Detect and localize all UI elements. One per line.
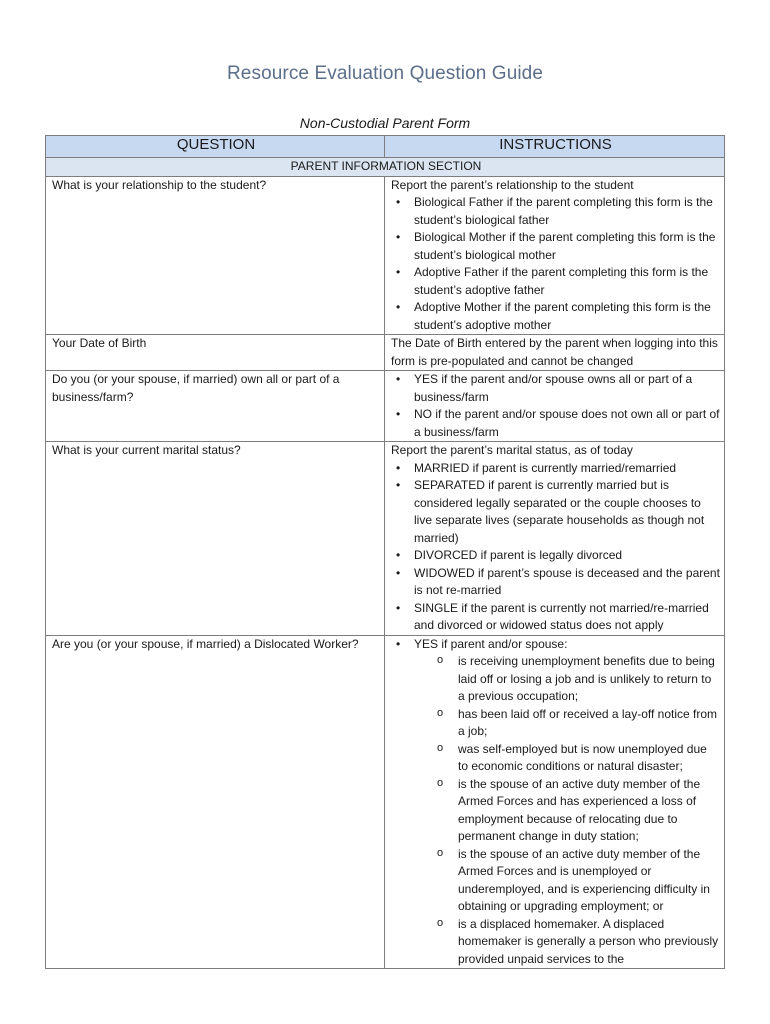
question-column-header: QUESTION <box>46 136 385 158</box>
list-item: • Biological Mother if the parent completing this form is the student’s biological mother <box>391 229 720 264</box>
question-cell: Are you (or your spouse, if married) a Dislocated Worker? <box>46 635 385 969</box>
instruction-cell <box>385 371 725 442</box>
instruction-intro: Report the parent’s marital status, as of today <box>391 443 633 457</box>
sub-list-item: o was self-employed but is now unemployed due to economic conditions or natural disaster; <box>391 741 720 776</box>
question-cell: What is your relationship to the student? <box>46 176 385 335</box>
question-guide-table <box>45 135 725 969</box>
question-cell: Do you (or your spouse, if married) own all or part of a business/farm? <box>46 371 385 442</box>
table-row <box>46 635 725 969</box>
list-item: • MARRIED if parent is currently married/remarried <box>391 460 720 478</box>
sub-list-item: o is receiving unemployment benefits due to being laid off or losing a job and is unlikely to return to a previous occupation; <box>391 653 720 706</box>
list-item: • NO if the parent and/or spouse does not own all or part of a business/farm <box>391 406 720 441</box>
form-subtitle: Non-Custodial Parent Form <box>299 115 471 131</box>
list-item: • SINGLE if the parent is currently not married/re-married and divorced or widowed status does not apply <box>391 600 720 635</box>
sub-list-item: o is the spouse of an active duty member of the Armed Forces and has experienced a loss of employment because of relocating due to permanent change in duty station; <box>391 776 720 846</box>
table-row <box>46 371 725 442</box>
list-item: • YES if parent and/or spouse: <box>391 636 720 654</box>
bullet-list <box>391 636 720 654</box>
list-item: • YES if the parent and/or spouse owns all or part of a business/farm <box>391 371 720 406</box>
list-item: • WIDOWED if parent’s spouse is deceased and the parent is not re-married <box>391 565 720 600</box>
sub-list-item: o is a displaced homemaker. A displaced homemaker is generally a person who previously provided unpaid services to the <box>391 916 720 969</box>
table-row <box>46 442 725 636</box>
list-item: • Adoptive Mother if the parent completing this form is the student’s adoptive mother <box>391 299 720 334</box>
section-heading: PARENT INFORMATION SECTION <box>46 158 725 177</box>
instruction-intro: Report the parent’s relationship to the student <box>391 177 634 192</box>
list-item: • SEPARATED if parent is currently married but is considered legally separated or the couple chooses to live separate lives (separate households as though not married) <box>391 477 720 547</box>
sub-list-item: o is the spouse of an active duty member of the Armed Forces and is unemployed or underemployed, and is experiencing difficulty in obtaining or upgrading employment; or <box>391 846 720 916</box>
bullet-list <box>391 460 720 635</box>
table-row <box>46 176 725 335</box>
table-row <box>46 335 725 371</box>
instructions-column-header: INSTRUCTIONS <box>385 136 725 158</box>
question-cell: What is your current marital status? <box>46 442 385 636</box>
page-title: Resource Evaluation Question Guide <box>226 63 544 84</box>
instruction-cell <box>385 635 725 969</box>
list-item: • DIVORCED if parent is legally divorced <box>391 547 720 565</box>
bullet-list <box>391 194 720 334</box>
instruction-cell <box>385 442 725 636</box>
section-row <box>46 158 725 177</box>
sub-bullet-list <box>391 653 720 968</box>
question-cell: Your Date of Birth <box>46 335 385 371</box>
instruction-intro: The Date of Birth entered by the parent when logging into this form is pre-populated and cannot be changed <box>391 336 718 368</box>
instruction-cell <box>385 335 725 371</box>
list-item: • Adoptive Father if the parent completing this form is the student’s adoptive father <box>391 264 720 299</box>
list-item: • Biological Father if the parent completing this form is the student’s biological father <box>391 194 720 229</box>
sub-list-item: o has been laid off or received a lay-off notice from a job; <box>391 706 720 741</box>
header-row <box>46 136 725 158</box>
instruction-cell <box>385 176 725 335</box>
bullet-list <box>391 371 720 441</box>
